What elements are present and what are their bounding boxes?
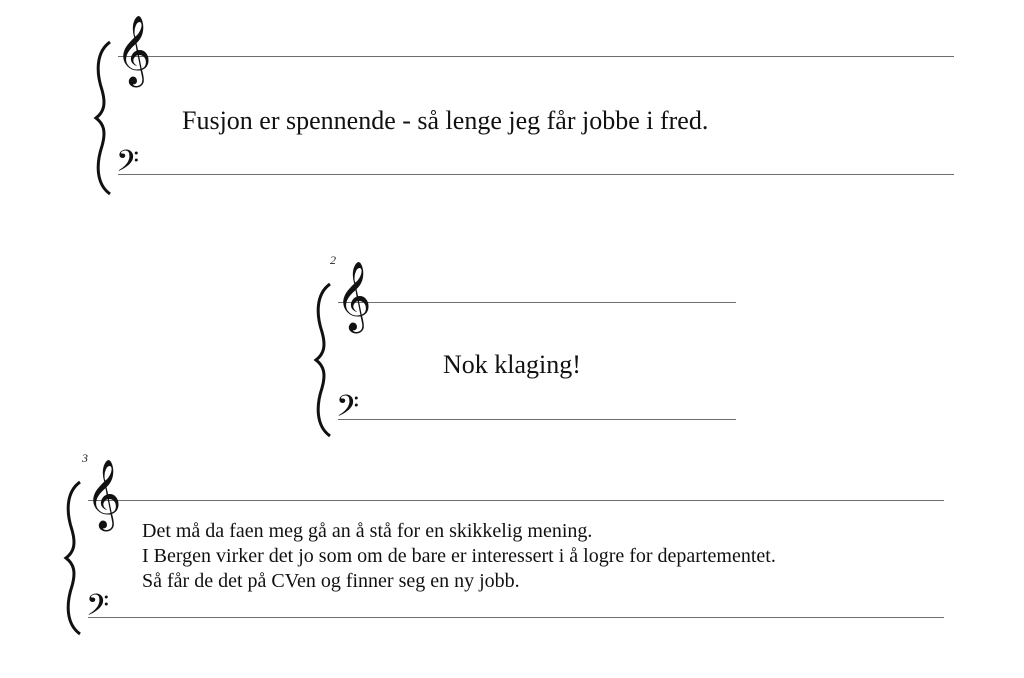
bass-clef-icon: 𝄢: [86, 589, 110, 630]
bass-clef-icon: 𝄢: [116, 145, 140, 186]
treble-clef-icon: 𝄞: [336, 261, 372, 331]
lyric-line: Så får de det på CVen og finner seg en ny jobb.: [142, 570, 520, 592]
treble-clef-icon: 𝄞: [86, 459, 122, 529]
lyric-line: Fusjon er spennende - så lenge jeg får jobbe i fred.: [182, 106, 709, 135]
lyric-line: Nok klaging!: [443, 350, 581, 379]
measure-number: 3: [82, 451, 88, 465]
treble-clef-icon: 𝄞: [116, 15, 152, 85]
measure-number: 2: [330, 253, 336, 267]
lyric-line: I Bergen virker det jo som om de bare er interessert i å logre for departementet.: [142, 545, 776, 567]
bass-staff-line: [88, 617, 944, 618]
lyric-block: [142, 519, 776, 594]
lyric-line: Det må da faen meg gå an å stå for en skikkelig mening.: [142, 520, 593, 542]
brace-icon: [62, 480, 86, 635]
bass-clef-icon: 𝄢: [336, 390, 360, 431]
treble-staff-line: [88, 500, 944, 501]
